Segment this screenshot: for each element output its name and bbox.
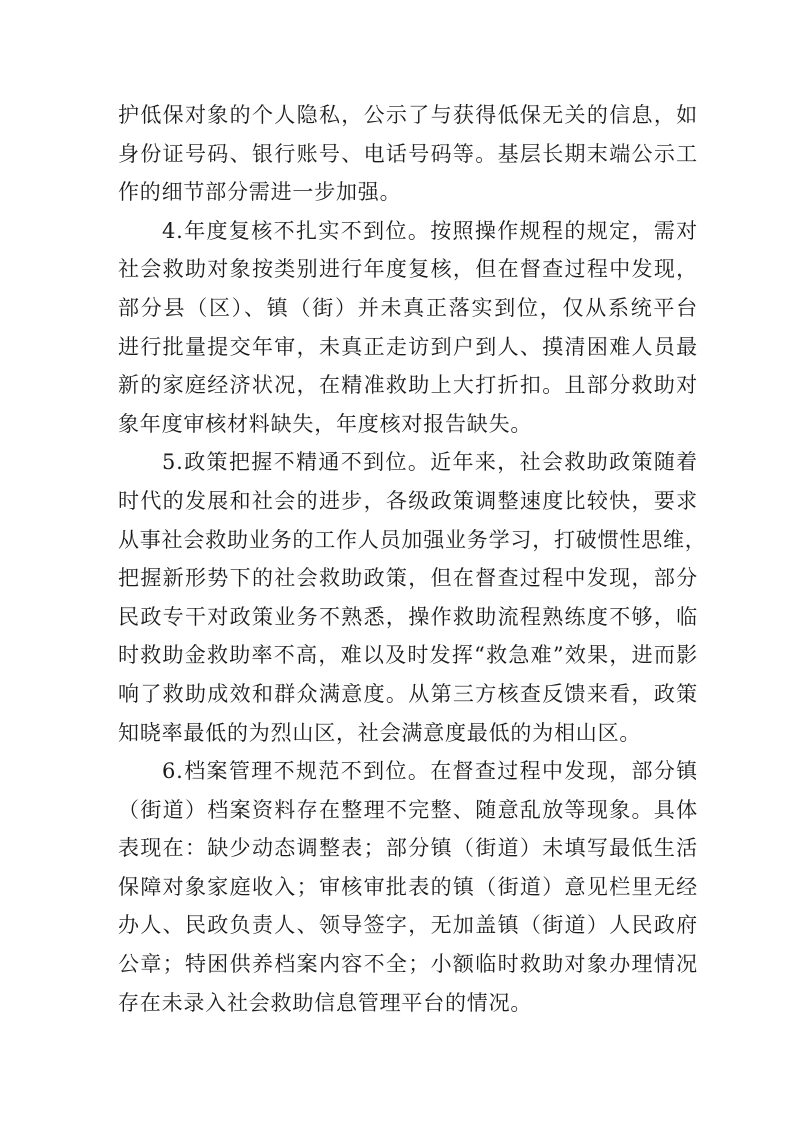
text-line: 新的家庭经济状况，在精准救助上大打折扣。且部分救助对 [118,373,698,398]
paragraph-policy [118,443,707,752]
text-line: （街道）档案资料存在整理不完整、随意乱放等现象。具体 [118,797,698,822]
text-line: 表现在：缺少动态调整表；部分镇（街道）未填写最低生活 [118,836,698,861]
text-line: 知晓率最低的为烈山区，社会满意度最低的为相山区。 [118,720,642,745]
text-line: 公章；特困供养档案内容不全；小额临时救助对象办理情况 [118,952,698,977]
text-line: 作的细节部分需进一步加强。 [118,180,402,205]
text-line: 存在未录入社会救助信息管理平台的情况。 [118,990,533,1015]
text-line: 护低保对象的个人隐私，公示了与获得低保无关的信息，如 [118,103,698,127]
text-line: 象年度审核材料缺失，年度核对报告缺失。 [118,411,533,436]
text-line: 把握新形势下的社会救助政策，但在督查过程中发现，部分 [118,566,698,591]
text-line: 从事社会救助业务的工作人员加强业务学习，打破惯性思维， [118,527,707,552]
text-line: 身份证号码、银行账号、电话号码等。基层长期末端公示工 [118,141,698,166]
text-line: 社会救助对象按类别进行年度复核，但在督查过程中发现， [118,257,698,282]
text-line: 4.年度复核不扎实不到位。按照操作规程的规定，需对 [162,218,698,243]
text-line: 保障对象家庭收入；审核审批表的镇（街道）意见栏里无经 [118,874,698,899]
text-line: 时救助金救助率不高，难以及时发挥“救急难”效果，进而影 [118,643,698,668]
text-line: 办人、民政负责人、领导签字，无加盖镇（街道）人民政府 [118,913,698,938]
paragraph-archives [118,752,698,1022]
text-line: 进行批量提交年审，未真正走访到户到人、摸清困难人员最 [118,334,698,359]
text-line: 时代的发展和社会的进步，各级政策调整速度比较快，要求 [118,488,698,513]
paragraph-privacy [118,96,698,212]
text-line: 部分县（区）、镇（街）并未真正落实到位，仅从系统平台 [118,295,698,320]
document-body [118,96,707,1022]
text-line: 5.政策把握不精通不到位。近年来，社会救助政策随着 [162,450,698,475]
text-line: 响了救助成效和群众满意度。从第三方核查反馈来看，政策 [118,681,698,706]
text-line: 民政专干对政策业务不熟悉，操作救助流程熟练度不够，临 [118,604,698,629]
paragraph-annual-review [118,212,698,444]
text-line: 6.档案管理不规范不到位。在督查过程中发现，部分镇 [162,759,698,784]
